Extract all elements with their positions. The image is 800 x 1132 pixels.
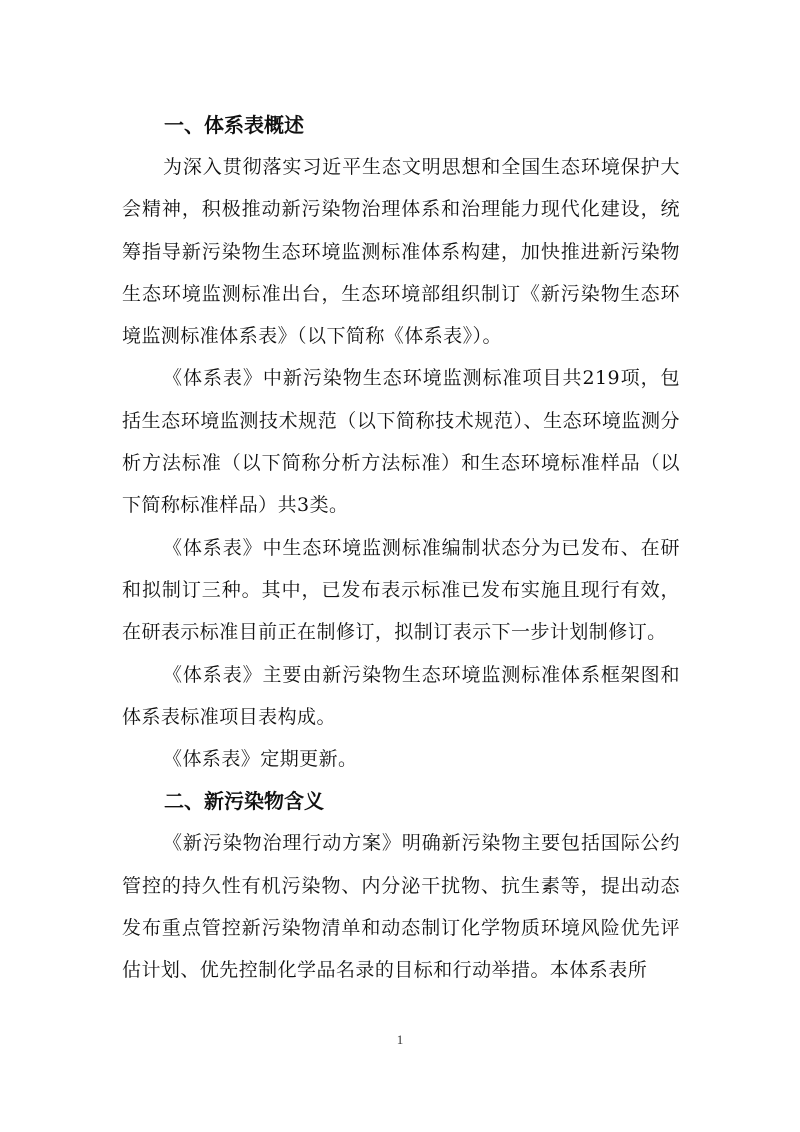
paragraph-structure: 《体系表》主要由新污染物生态环境监测标准体系框架图和体系表标准项目表构成。 bbox=[122, 663, 680, 728]
section-heading-overview: 一、体系表概述 bbox=[164, 113, 304, 137]
paragraph-status-types: 《体系表》中生态环境监测标准编制状态分为已发布、在研和拟制订三种。其中，已发布表示标准已发布实施且现行有效，在研表示标准目前正在制修订，拟制订表示下一步计划制修订。 bbox=[122, 536, 680, 644]
page-body bbox=[122, 104, 680, 992]
page-number: 1 bbox=[396, 1032, 404, 1047]
paragraph-update: 《体系表》定期更新。 bbox=[163, 748, 358, 771]
paragraph-project-count: 《体系表》中新污染物生态环境监测标准项目共219项，包括生态环境监测技术规范（以下简称技术规范）、生态环境监测分析方法标准（以下简称分析方法标准）和生态环境标准样品（以下简称标准样品）共3类。 bbox=[122, 367, 680, 517]
paragraph-background: 为深入贯彻落实习近平生态文明思想和全国生态环境保护大会精神，积极推动新污染物治理体系和治理能力现代化建设，统筹指导新污染物生态环境监测标准体系构建，加快推进新污染物生态环境监测标准出台，生态环境部组织制订《新污染物生态环境监测标准体系表》（以下简称《体系表》）。 bbox=[122, 156, 680, 348]
paragraph-definition: 《新污染物治理行动方案》明确新污染物主要包括国际公约管控的持久性有机污染物、内分泌干扰物、抗生素等，提出动态发布重点管控新污染物清单和动态制订化学物质环境风险优先评估计划、优先控制化学品名录的目标和行动举措。本体系表所 bbox=[122, 832, 680, 982]
section-heading-definition: 二、新污染物含义 bbox=[164, 789, 324, 814]
